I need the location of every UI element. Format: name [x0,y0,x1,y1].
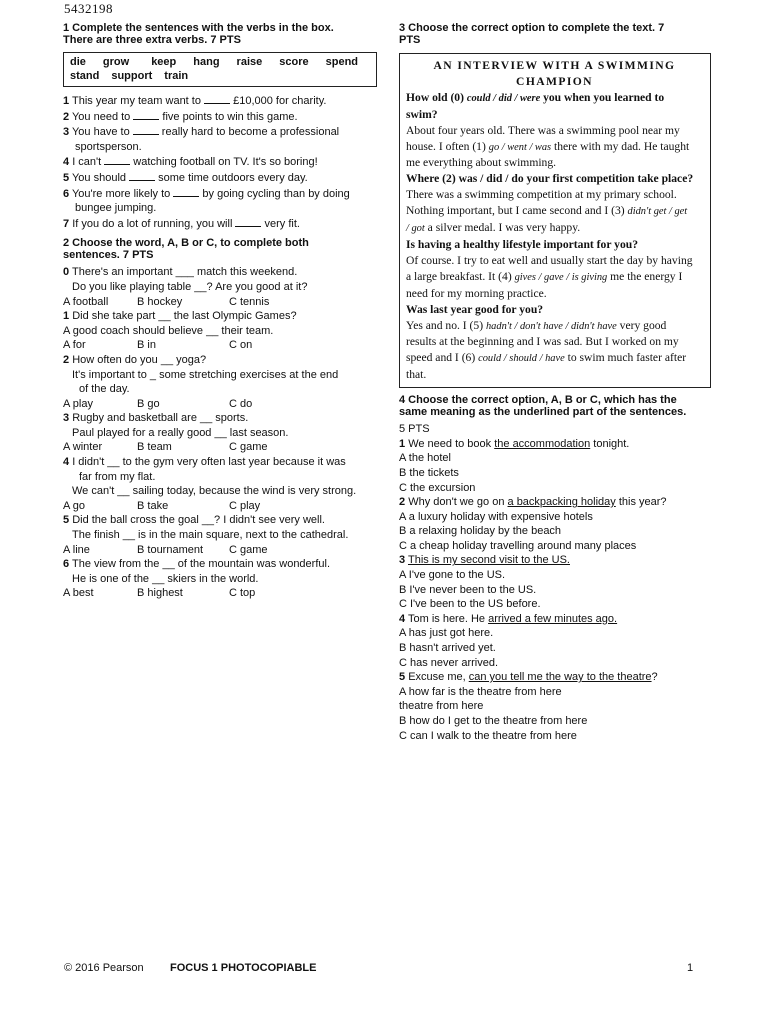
verb: train [164,70,189,82]
interview-title-line1: AN INTERVIEW WITH A SWIMMING [433,59,676,72]
verb: raise [236,56,263,68]
exercise-2-item-1: 1 Did she take part __ the last Olympic Games? A good coach should believe __ their team. A for B in C on [63,309,377,353]
exercise-2-item-6: 6 The view from the __ of the mountain was wonderful. He is one of the __ skiers in the world. A best B highest C top [63,557,377,601]
option-a[interactable]: A best [63,587,94,600]
option-c[interactable]: C can I walk to the theatre from here [399,729,577,742]
right-column [399,22,711,743]
option-c[interactable]: C I've been to the US before. [399,598,541,611]
option-b[interactable]: B a relaxing holiday by the beach [399,525,562,538]
option-b[interactable]: B take [137,499,169,512]
answer-blank[interactable] [204,93,230,104]
option-a[interactable]: A a luxury holiday with expensive hotels [399,510,593,523]
exercise-4-item-2: 2 Why don't we go on a backpacking holiday this year? A a luxury holiday with expensive hotels B a relaxing holiday by the beach C a cheap holiday travelling around many places [399,495,711,553]
copyright: © 2016 Pearson [64,962,144,974]
verb-box [63,52,377,87]
interview-answer-line: house. I often (1) go / went / was there with my dad. He taught [406,139,690,153]
interview-question: Where (2) was / did / do your first competition take place? [406,172,694,186]
exercise-2-title-line2: sentences. 7 PTS [63,249,154,262]
exercise-1-item: 3 You have to really hard to become a professional [63,126,340,139]
answer-blank[interactable] [133,109,159,120]
exercise-4 [399,394,711,743]
exercise-1-item: 4 I can't watching football on TV. It's so boring! [63,156,318,169]
answer-blank[interactable] [235,216,261,227]
answer-blank[interactable] [104,154,130,165]
answer-options [63,338,377,353]
option-b[interactable]: B go [137,397,160,410]
exercise-4-title-line1: 4 Choose the correct option, A, B or C, which has the [399,394,677,407]
exercise-4-title-line2: same meaning as the underlined part of the sentences. [399,406,687,419]
footer-brand: FOCUS 1 PHOTOCOPIABLE [170,962,317,974]
option-a[interactable]: A the hotel [399,452,451,465]
answer-options [63,295,377,310]
exercise-1-item: 6 You're more likely to by going cycling than by doing [63,187,350,200]
option-b[interactable]: B highest [137,587,183,600]
gap-options[interactable]: didn't get / get [627,206,688,218]
exercise-1-item: 7 If you do a lot of running, you will very fit. [63,217,300,230]
verb-box-row-2 [70,69,370,83]
gap-options[interactable]: / got [406,223,425,235]
exercise-1-item: 5 You should some time outdoors every day. [63,171,308,184]
gap-options[interactable]: go / went / was [488,141,552,153]
exercise-4-item-5: 5 Excuse me, can you tell me the way to the theatre? A how far is the theatre from here theatre from here B how do I get to the theatre from here C can I walk to the theatre from here [399,670,711,743]
document-id: 5432198 [64,1,113,16]
exercise-2-item-0: 0 There's an important ___ match this weekend. Do you like playing table __? Are you good at it? A football B hockey C tennis [63,265,377,309]
interview-question: Was last year good for you? [406,302,544,316]
option-c[interactable]: C do [229,397,253,410]
answer-options [63,543,377,558]
verb: keep [151,56,177,68]
verb: die [70,56,86,68]
interview-answer-line: Nothing important, but I came second and I (3) didn't get / get [406,204,688,218]
verb: support [111,70,153,82]
option-c[interactable]: C game [229,441,268,454]
exercise-4-item-4: 4 Tom is here. He arrived a few minutes ago. A has just got here. B hasn't arrived yet. C has never arrived. [399,612,711,670]
answer-blank[interactable] [133,124,159,135]
option-a-cont: theatre from here [399,700,484,713]
option-c[interactable]: C has never arrived. [399,656,499,669]
exercise-2-title-line1: 2 Choose the word, A, B or C, to complete both [63,237,309,250]
exercise-1-title-line1: 1 Complete the sentences with the verbs in the box. [63,22,334,34]
exercise-1-item-cont: sportsperson. [75,140,142,153]
exercise-2-item-5: 5 Did the ball cross the goal __? I didn't see very well. The finish __ is in the main square, next to the cathedral. A line B tournament C game [63,513,377,557]
option-a[interactable]: A how far is the theatre from here [399,685,562,698]
interview-answer-line: speed and I (6) could / should / have to swim much faster after [406,351,687,365]
option-a[interactable]: A has just got here. [399,627,494,640]
exercise-1-item-cont: bungee jumping. [75,202,157,215]
option-b[interactable]: B hasn't arrived yet. [399,642,496,655]
exercise-1 [63,22,377,231]
gap-options[interactable]: gives / gave / is giving [514,271,608,283]
exercise-1-item: 1 This year my team want to £10,000 for charity. [63,95,327,107]
verb: grow [102,56,130,68]
interview-text-box: AN INTERVIEW WITH A SWIMMING CHAMPION How old (0) could / did / were you when you learned to swim? About four years old. There was a swimming pool near my house. I often (1) go / went / was there with my dad. He taught me everything about swimming. Where (2) was / did / do your first competition take place? There was a swimming competition at my primary school. Nothing important, but I came second and I (3) didn't get / get / got a silver medal. I was very happy. Is having a healthy lifestyle important for you? Of course. I try to eat well and usually start the day by having a large breakfast. It (4) gives / gave / is giving me the energy I need for my morning practice. Was last year good for you? Yes and no. I (5) hadn't / don't have / didn't have very good results at the beginning and I was sad. But I worked on my speed and I (6) could / should / have to swim much faster after that. [399,53,711,388]
verb: spend [325,56,359,68]
option-a[interactable]: A go [63,499,86,512]
option-c[interactable]: C the excursion [399,481,476,494]
verb-box-row-1 [70,55,370,69]
exercise-3 [399,22,711,388]
answer-options [63,586,377,601]
exercise-4-item-3: 3 This is my second visit to the US. A I've gone to the US. B I've never been to the US. C I've been to the US before. [399,553,711,611]
interview-answer-line: a large breakfast. It (4) gives / gave / is giving me the energy I [406,269,683,283]
underlined-phrase: can you tell me the way to the theatre [468,671,652,684]
exercise-3-title-line2: PTS [399,34,421,46]
interview-answer-line: / got a silver medal. I was very happy. [406,221,581,235]
exercise-1-title-line2: There are three extra verbs. 7 PTS [63,34,241,46]
option-c[interactable]: C play [229,499,261,512]
gap-options[interactable]: could / should / have [478,353,565,365]
gap-options[interactable]: hadn't / don't have / didn't have [485,320,617,332]
option-c[interactable]: C game [229,543,268,556]
option-b[interactable]: B how do I get to the theatre from here [399,715,588,727]
interview-question: How old (0) could / did / were you when you learned to [406,90,665,104]
underlined-phrase: arrived a few minutes ago. [488,612,618,625]
interview-answer-line: Yes and no. I (5) hadn't / don't have / didn't have very good [406,318,667,332]
option-b[interactable]: B I've never been to the US. [399,583,537,596]
verb: score [279,56,309,68]
exercise-2-item-3: 3 Rugby and basketball are __ sports. Paul played for a really good __ last season. A winter B team C game [63,411,377,455]
option-c[interactable]: C tennis [229,295,270,308]
underlined-phrase: a backpacking holiday [507,496,616,509]
option-a[interactable]: A play [63,397,93,410]
option-c[interactable]: C a cheap holiday travelling around many places [399,539,637,552]
option-a[interactable]: A for [63,339,86,352]
answer-options [63,440,377,455]
option-a[interactable]: A football [63,295,109,308]
option-b[interactable]: B team [137,441,172,454]
exercise-1-item: 2 You need to five points to win this game. [63,110,298,123]
option-b[interactable]: B in [137,339,156,352]
left-column [63,22,377,601]
answer-blank[interactable] [173,186,199,197]
exercise-3-title-line1: 3 Choose the correct option to complete the text. 7 [399,22,665,34]
answer-blank[interactable] [129,170,155,181]
exercise-4-points: 5 PTS [399,423,430,436]
option-b[interactable]: B tournament [137,543,204,556]
exercise-2-item-2: 2 How often do you __ yoga? It's important to _ some stretching exercises at the end of the day. A play B go C do [63,353,377,411]
answer-options [63,499,377,514]
exercise-4-item-1: 1 We need to book the accommodation tonight. A the hotel B the tickets C the excursion [399,437,711,495]
option-a[interactable]: A winter [63,441,103,454]
option-c[interactable]: C on [229,339,253,352]
underlined-phrase: the accommodation [494,437,591,450]
interview-question: Is having a healthy lifestyle important for you? [406,237,638,251]
option-a[interactable]: A line [63,543,90,556]
exercise-2-item-4: 4 I didn't __ to the gym very often last year because it was far from my flat. We can't __ sailing today, because the wind is very strong. A go B take C play [63,455,377,513]
gap-options[interactable]: could / did / were [466,92,541,104]
option-b[interactable]: B the tickets [399,466,459,479]
verb: stand [70,70,100,82]
option-c[interactable]: C top [229,587,256,600]
interview-title-line2: CHAMPION [516,74,593,88]
verb: hang [193,56,220,68]
underlined-phrase: This is my second visit to the US. [407,554,570,567]
answer-options [63,397,377,412]
exercise-2 [63,237,377,601]
page-number: 1 [687,962,694,974]
option-b[interactable]: B hockey [137,295,183,308]
option-a[interactable]: A I've gone to the US. [399,569,506,582]
